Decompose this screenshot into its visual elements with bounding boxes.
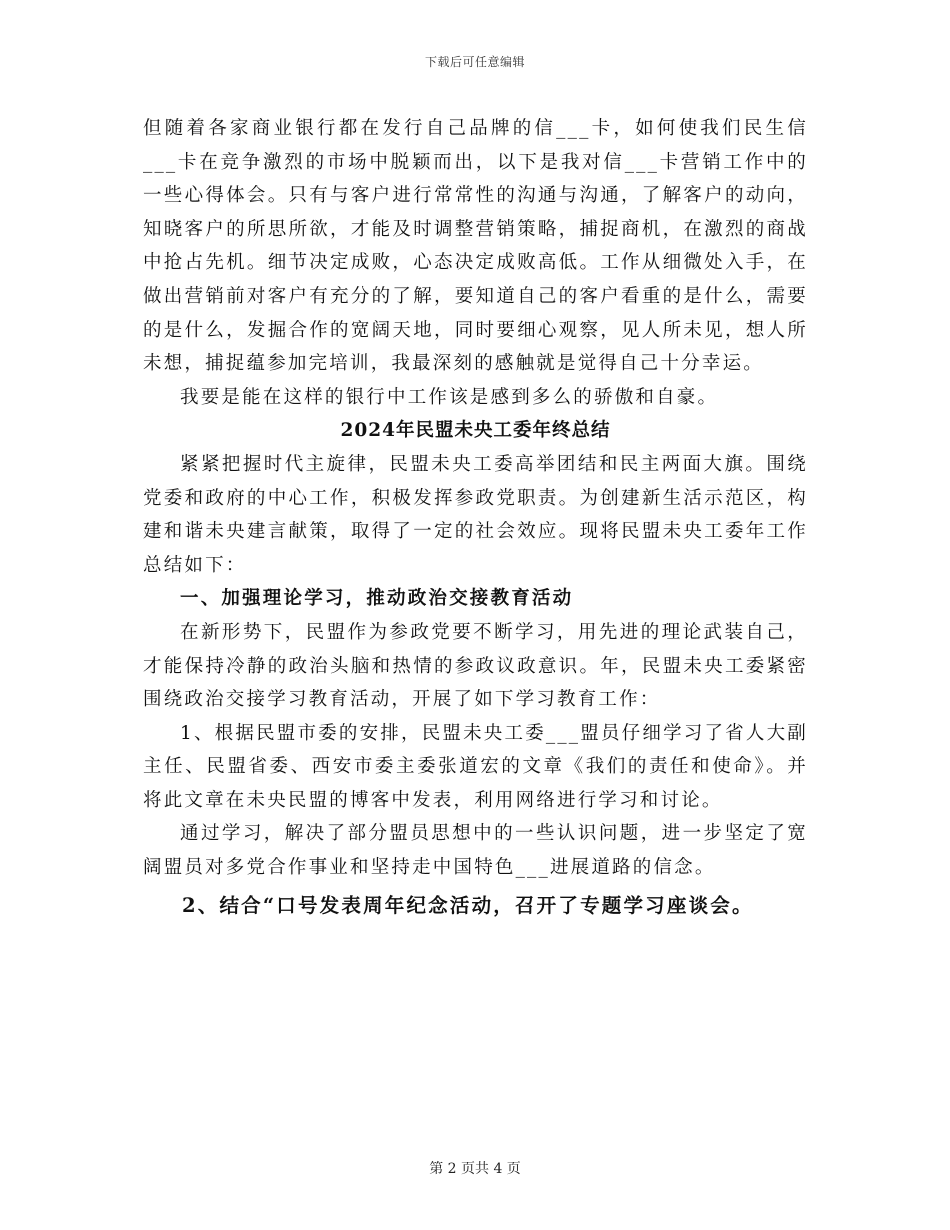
section-heading-1: 一、加强理论学习，推动政治交接教育活动 bbox=[180, 588, 574, 610]
paragraph-pride: 我要是能在这样的银行中工作该是感到多么的骄傲和自豪。 bbox=[180, 386, 719, 408]
paragraph-intro: 紧紧把握时代主旋律，民盟未央工委高举团结和民主两面大旗。围绕党委和政府的中心工作，积极发挥参政党职责。为创建新生活示范区，构建和谐未央建言献策，取得了一定的社会效应。现将民盟未央工委年工作总结如下： bbox=[143, 453, 808, 576]
page-number: 第 2 页共 4 页 bbox=[429, 1161, 521, 1177]
paragraph-study: 在新形势下，民盟作为参政党要不断学习，用先进的理论武装自己，才能保持冷静的政治头脑和热情的参政议政意识。年，民盟未央工委紧密围绕政治交接学习教育活动，开展了如下学习教育工作： bbox=[143, 621, 808, 711]
paragraph-item-1: 1、根据民盟市委的安排，民盟未央工委___盟员仔细学习了省人大副主任、民盟省委、西安市委主委张道宏的文章《我们的责任和使命》。并将此文章在未央民盟的博客中发表，利用网络进行学习和讨论。 bbox=[143, 722, 808, 811]
page-header-note: 下载后可任意编辑 bbox=[424, 55, 525, 69]
paragraph-credit-card-marketing: 但随着各家商业银行都在发行自己品牌的信___卡，如何使我们民生信___卡在竞争激烈的市场中脱颖而出，以下是我对信___卡营销工作中的一些心得体会。只有与客户进行常常性的沟通与沟通，了解客户的动向，知晓客户的所思所欲，才能及时调整营销策略，捕捉商机，在激烈的商战中抢占先机。细节决定成败，心态决定成败高低。工作从细微处入手，在做出营销前对客户有充分的了解，要知道自己的客户看重的是什么，需要的是什么，发掘合作的宽阔天地，同时要细心观察，见人所未见，想人所未想，捕捉蕴参加完培训，我最深刻的感触就是觉得自己十分幸运。 bbox=[143, 118, 808, 375]
paragraph-outcome: 通过学习，解决了部分盟员思想中的一些认识问题，进一步坚定了宽阔盟员对多党合作事业和坚持走中国特色___进展道路的信念。 bbox=[143, 823, 808, 879]
document-body bbox=[143, 112, 808, 922]
document-title: 2024年民盟未央工委年终总结 bbox=[340, 420, 611, 442]
section-heading-2: 2、结合“口号发表周年纪念活动，召开了专题学习座谈会。 bbox=[182, 893, 754, 917]
